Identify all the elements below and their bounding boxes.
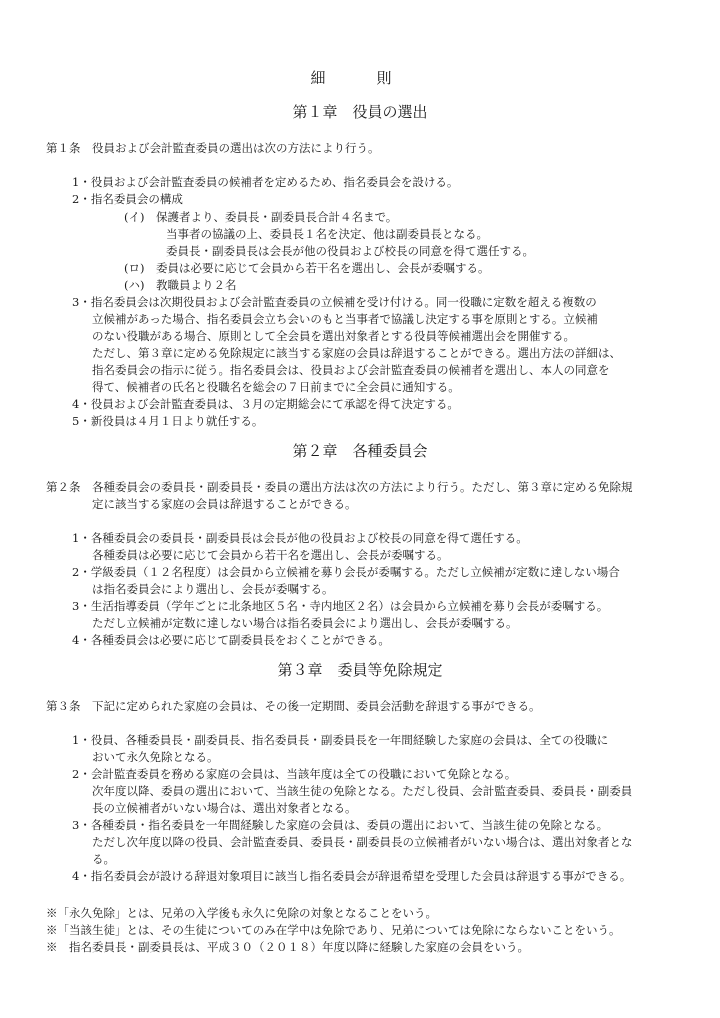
ch1-sub-ha: (ハ) 教職員より２名: [124, 278, 237, 292]
ch3-item-1: 1・役員、各種委員長・副委員長、指名委員長・副委員長を一年間経験した家庭の会員は、全ての役職に: [72, 733, 609, 747]
note-1: ※「永久免除」とは、兄弟の入学後も永久に免除の対象となることをいう。: [46, 906, 437, 920]
ch3-item-2: 2・会計監査委員を務める家庭の会員は、当該年度は全ての役職において免除となる。: [72, 767, 517, 781]
ch1-sub-i: (イ) 保護者より、委員長・副委員長合計４名まで。: [124, 210, 398, 224]
chapter-2-heading: 第２章 各種委員会: [292, 442, 428, 460]
ch2-item-4: 4・各種委員会は必要に応じて副委員長をおくことができる。: [72, 633, 390, 647]
article-3: 第３条 下記に定められた家庭の会員は、その後一定期間、委員会活動を辞退する事ができる。: [46, 699, 541, 713]
ch2-item-3: 3・生活指導委員（学年ごとに北条地区５名・寺内地区２名）は会員から立候補を募り会長が委嘱する。: [72, 599, 609, 613]
ch3-item-2-line3: 長の立候補者がいない場合は、選出対象者となる。: [92, 801, 357, 815]
ch1-item-3-line4: ただし、第３章に定める免除規定に該当する家庭の会員は辞退することができる。選出方法の詳細は、: [92, 346, 621, 360]
ch3-item-3: 3・各種委員・指名委員を一年間経験した家庭の会員は、委員の選出において、当該生徒の免除となる。: [72, 818, 609, 832]
ch2-item-2-line2: は指名委員会により選出し、会長が委嘱する。: [92, 582, 334, 596]
ch1-item-3: 3・指名委員会は次期役員および会計監査委員の立候補を受け付ける。同一役職に定数を超える複数の: [72, 295, 597, 309]
ch2-item-2: 2・学級委員（１２名程度）は会員から立候補を募り会長が委嘱する。ただし立候補が定数に達しない場合: [72, 565, 620, 579]
note-2: ※「当該生徒」とは、その生徒についてのみ在学中は免除であり、兄弟については免除にならないことをいう。: [46, 923, 621, 937]
ch3-item-2-line2: 次年度以降、委員の選出において、当該生徒の免除となる。ただし役員、会計監査委員、委員長・副委員: [92, 784, 633, 798]
ch2-item-3-line2: ただし立候補が定数に達しない場合は指名委員会により選出し、会長が委嘱する。: [92, 616, 518, 630]
ch1-item-4: 4・役員および会計監査委員は、３月の定期総会にて承認を得て決定する。: [72, 397, 459, 411]
ch1-item-5: 5・新役員は４月１日より就任する。: [72, 414, 264, 428]
ch1-sub-ro: (ロ) 委員は必要に応じて会員から若干名を選出し、会長が委嘱する。: [124, 261, 490, 275]
ch1-item-3-line6: 得て、候補者の氏名と役職名を総会の７日前までに全会員に通知する。: [92, 380, 460, 394]
ch1-sub-i-line2: 当事者の協議の上、委員長１名を決定、他は副委員長となる。: [166, 227, 488, 241]
note-3: ※ 指名委員長・副委員長は、平成３０（２０１８）年度以降に経験した家庭の会員をいう。: [46, 940, 529, 954]
ch1-item-3-line2: 立候補があった場合、指名委員会立ち会いのもと当事者で協議し決定する事を原則とする。立候補: [92, 312, 598, 326]
ch1-item-3-line3: のない役職がある場合、原則として全会員を選出対象者とする役員等候補選出会を開催する。: [92, 329, 575, 343]
chapter-1-heading: 第１章 役員の選出: [292, 103, 428, 121]
ch1-sub-i-line3: 委員長・副委員長は会長が他の役員および校長の同意を得て選任する。: [166, 244, 534, 258]
document-title: 細 則: [310, 69, 410, 87]
ch1-item-2: 2・指名委員会の構成: [72, 192, 183, 206]
ch2-item-1: 1・各種委員会の委員長・副委員長は会長が他の役員および校長の同意を得て選任する。: [72, 531, 528, 545]
ch1-item-1: 1・役員および会計監査委員の候補者を定めるため、指名委員会を設ける。: [72, 175, 459, 189]
article-2: 第２条 各種委員会の委員長・副委員長・委員の選出方法は次の方法により行う。ただし、第３章に定める免除規: [46, 480, 633, 494]
article-2-line2: 定に該当する家庭の会員は辞退することができる。: [92, 497, 357, 511]
ch3-item-1-line2: おいて永久免除となる。: [92, 750, 219, 764]
ch2-item-1-line2: 各種委員は必要に応じて会員から若干名を選出し、会長が委嘱する。: [92, 548, 449, 562]
ch3-item-4: 4・指名委員会が設ける辞退対象項目に該当し指名委員会が辞退希望を受理した会員は辞退する事ができる。: [72, 869, 632, 883]
ch3-item-3-line2: ただし次年度以降の役員、会計監査委員、委員長・副委員長の立候補者がいない場合は、選出対象者とな: [92, 835, 633, 849]
ch3-item-3-line3: る。: [92, 852, 115, 866]
article-1: 第１条 役員および会計監査委員の選出は次の方法により行う。: [46, 141, 380, 155]
chapter-3-heading: 第３章 委員等免除規定: [277, 661, 443, 679]
ch1-item-3-line5: 指名委員会の指示に従う。指名委員会は、役員および会計監査委員の候補者を選出し、本人の同意を: [92, 363, 610, 377]
